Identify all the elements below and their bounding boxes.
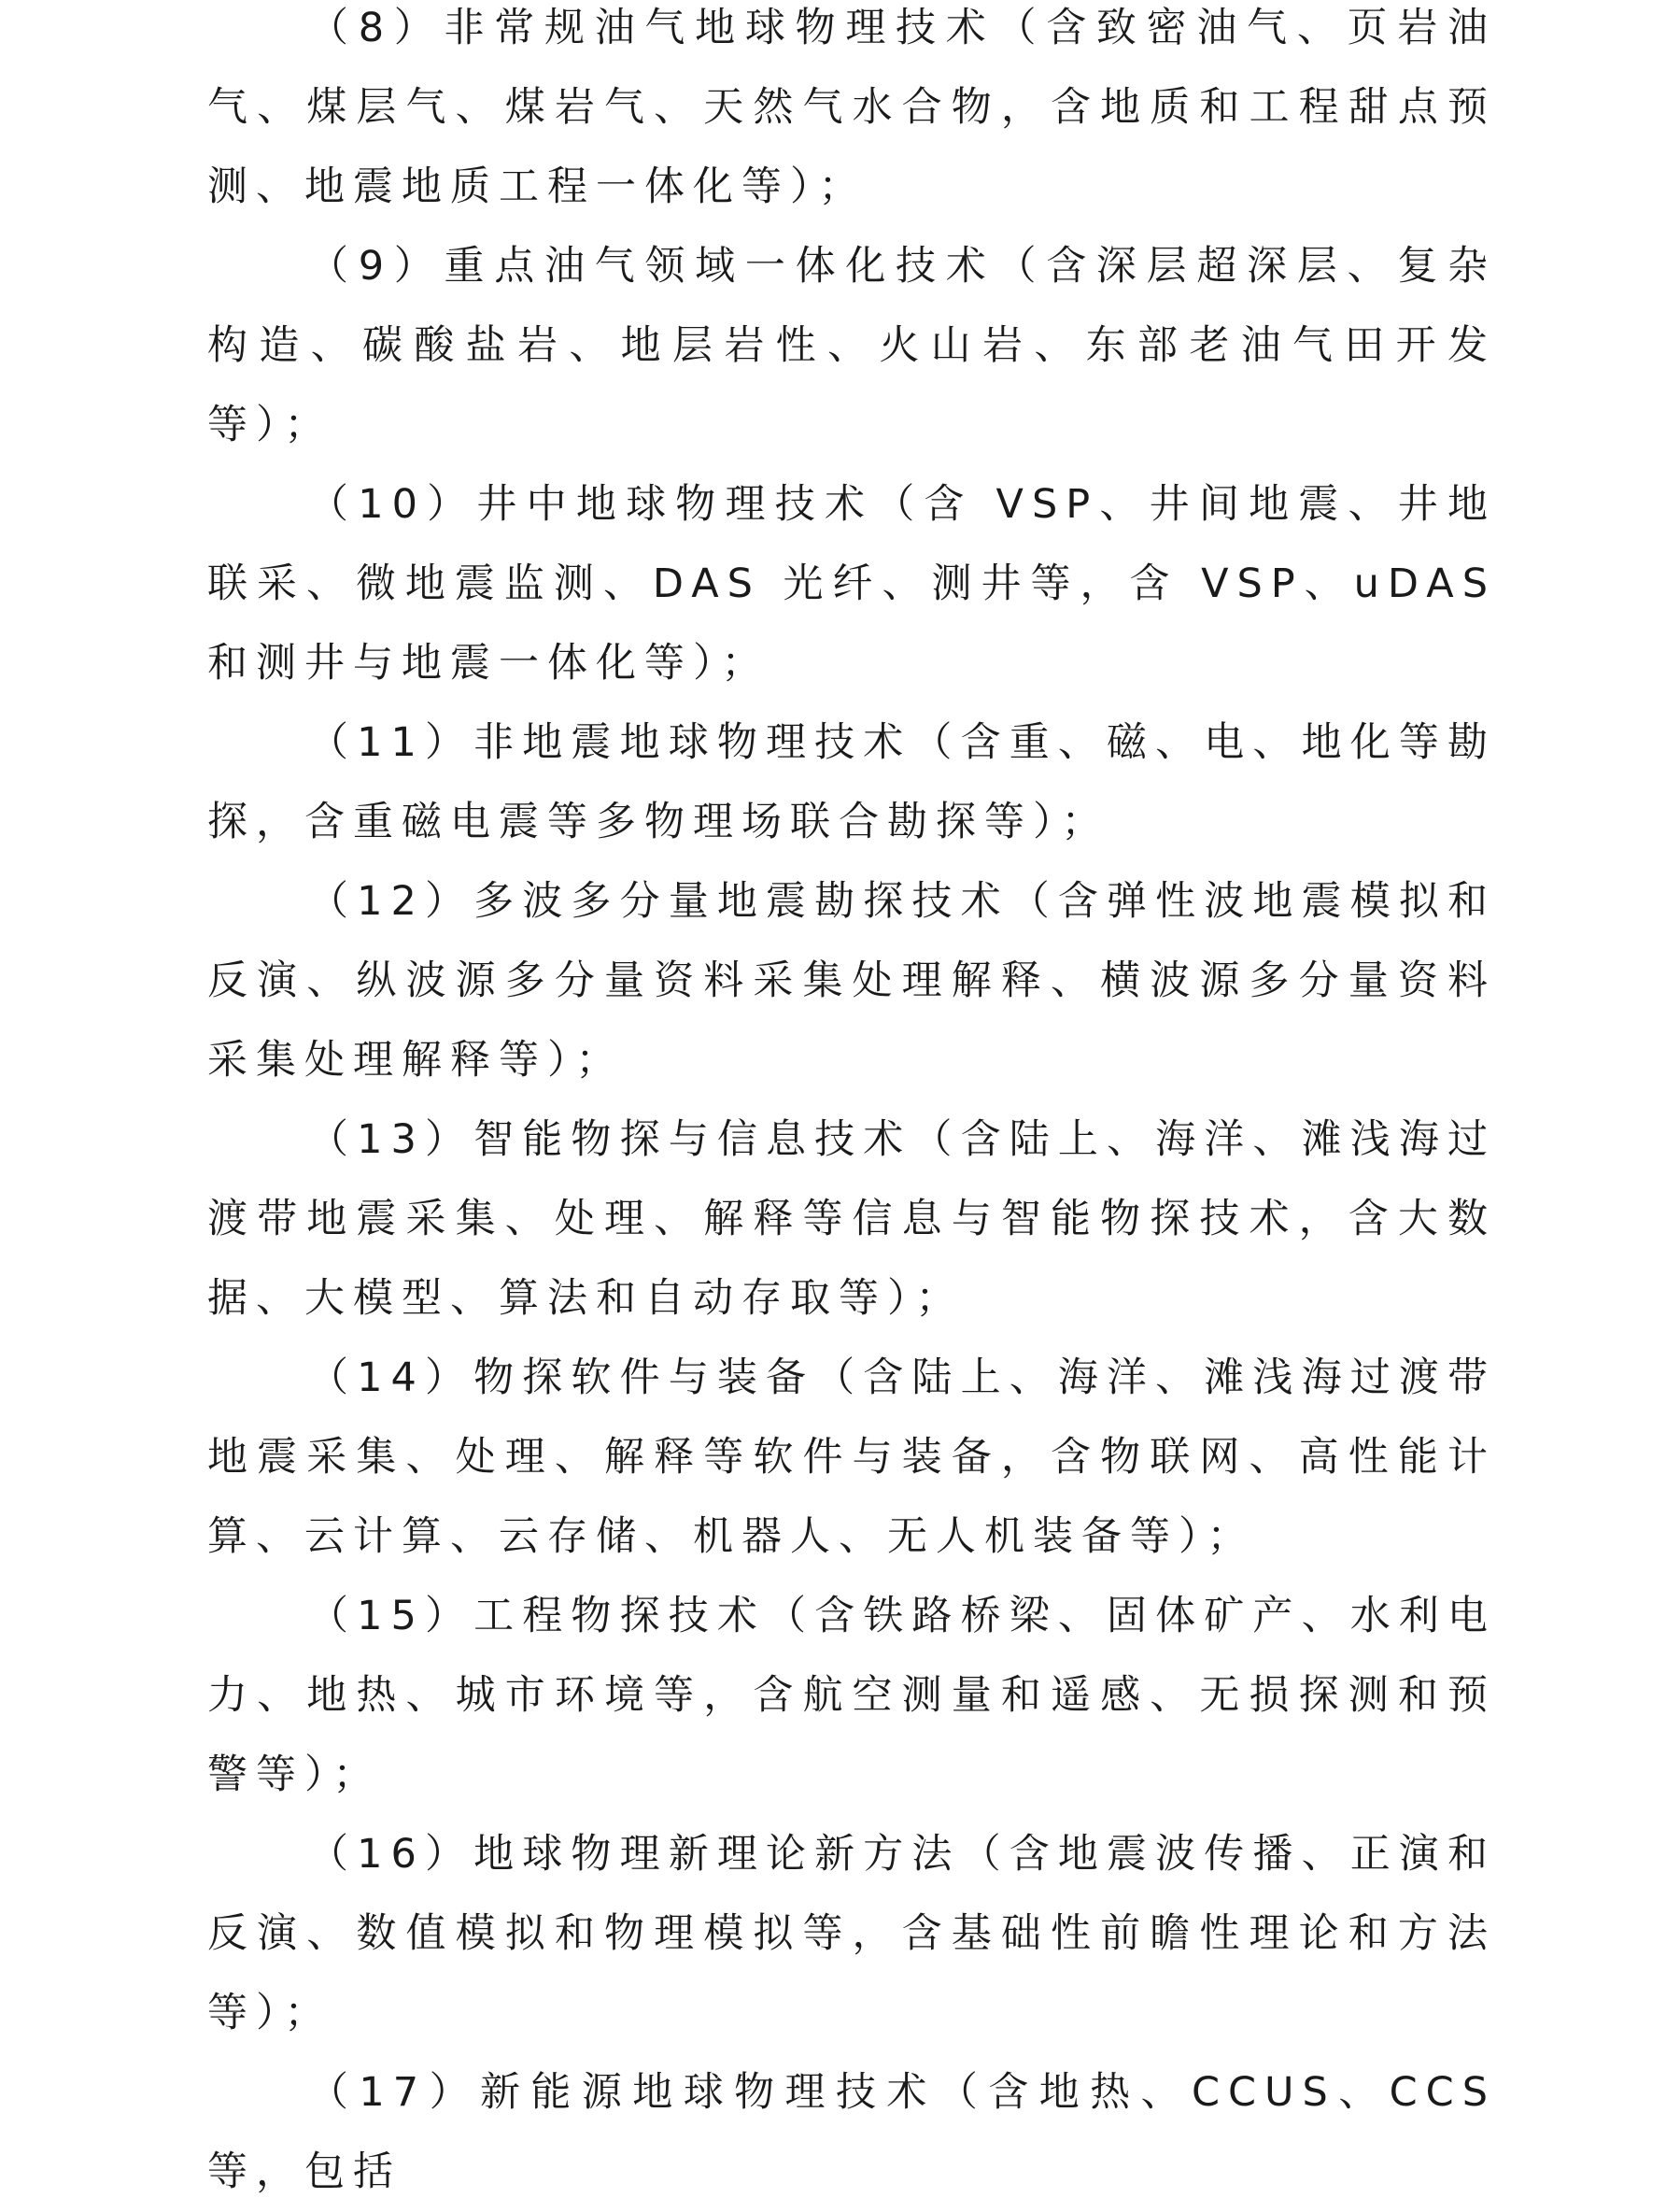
list-item-10: （10）井中地球物理技术（含 VSP、井间地震、井地联采、微地震监测、DAS 光纤、测井等，含 VSP、uDAS 和测井与地震一体化等）； <box>207 481 1496 687</box>
list-item-9: （9）重点油气领域一体化技术（含深层超深层、复杂构造、碳酸盐岩、地层岩性、火山岩、东部老油气田开发等）； <box>207 243 1496 448</box>
list-item-13: （13）智能物探与信息技术（含陆上、海洋、滩浅海过渡带地震采集、处理、解释等信息与智能物探技术，含大数据、大模型、算法和自动存取等）； <box>207 1116 1496 1322</box>
list-item-8: （8）非常规油气地球物理技术（含致密油气、页岩油气、煤层气、煤岩气、天然气水合物，含地质和工程甜点预测、地震地质工程一体化等）； <box>207 5 1496 210</box>
list-item-16: （16）地球物理新理论新方法（含地震波传播、正演和反演、数值模拟和物理模拟等，含基础性前瞻性理论和方法等）； <box>207 1831 1496 2036</box>
list-item-17: （17）新能源地球物理技术（含地热、CCUS、CCS 等，包括 <box>207 2069 1496 2195</box>
list-item-15: （15）工程物探技术（含铁路桥梁、固体矿产、水利电力、地热、城市环境等，含航空测量和遥感、无损探测和预警等）； <box>207 1593 1496 1798</box>
list-item-12: （12）多波多分量地震勘探技术（含弹性波地震模拟和反演、纵波源多分量资料采集处理解释、横波源多分量资料采集处理解释等）； <box>207 878 1496 1084</box>
list-item-14: （14）物探软件与装备（含陆上、海洋、滩浅海过渡带地震采集、处理、解释等软件与装备，含物联网、高性能计算、云计算、云存储、机器人、无人机装备等）； <box>207 1354 1496 1560</box>
document-page <box>207 0 1496 2212</box>
list-item-11: （11）非地震地球物理技术（含重、磁、电、地化等勘探，含重磁电震等多物理场联合勘探等）； <box>207 719 1496 845</box>
